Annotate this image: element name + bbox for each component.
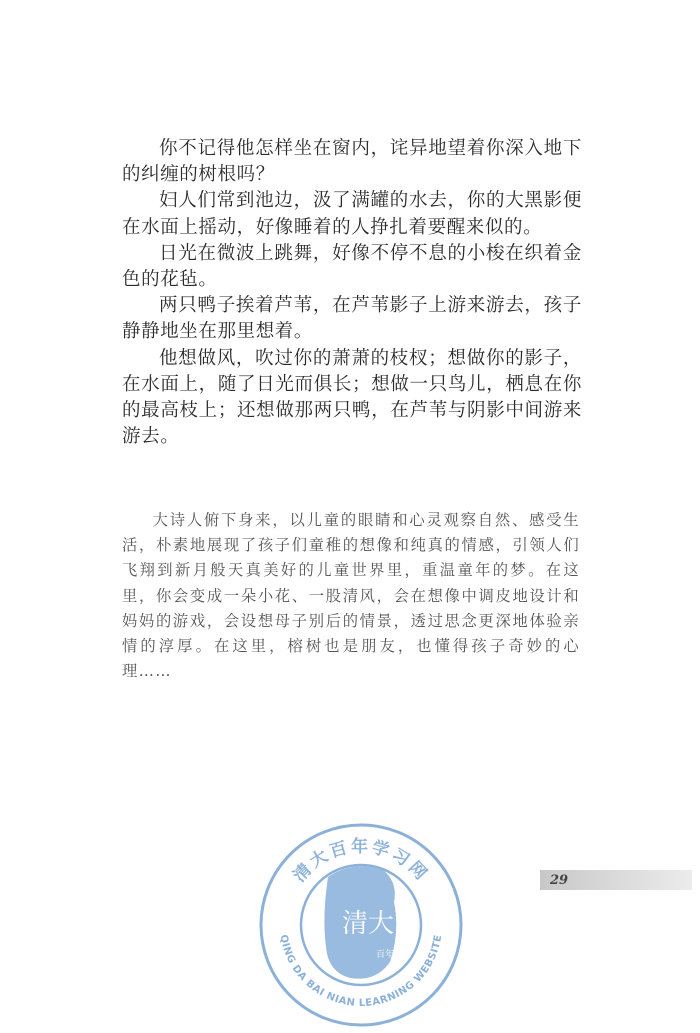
commentary-paragraph: 大诗人俯下身来，以儿童的眼睛和心灵观察自然、感受生活，朴素地展现了孩子们童稚的想像和纯真的情感，引领人们飞翔到新月般天真美好的儿童世界里，重温童年的梦。在这里，你会变成一朵小花、一股清风，会在想像中调皮地设计和妈妈的游戏，会设想母子别后的情景，透过思念更深地体验亲情的淳厚。在这里，榕树也是朋友，也懂得孩子奇妙的心理…… xyxy=(122,511,580,681)
paragraph: 你不记得他怎样坐在窗内，诧异地望着你深入地下的纠缠的树根吗？ xyxy=(122,138,582,186)
svg-text:百年: 百年 xyxy=(376,950,395,960)
watermark-stamp xyxy=(258,822,464,1028)
paragraph: 妇人们常到池边，汲了满罐的水去，你的大黑影便在水面上摇动，好像睡着的人挣扎着要醒来似的。 xyxy=(122,190,582,238)
svg-text:清大百年学习网: 清大百年学习网 xyxy=(289,837,433,887)
commentary-note xyxy=(122,508,580,684)
stamp-logo-icon xyxy=(258,822,464,1028)
svg-text:清大: 清大 xyxy=(342,909,395,939)
paragraph: 两只鸭子挨着芦苇，在芦苇影子上游来游去，孩子静静地坐在那里想着。 xyxy=(122,295,582,343)
poem-body xyxy=(122,136,582,450)
page-number: 29 xyxy=(550,872,569,888)
paragraph: 日光在微波上跳舞，好像不停不息的小梭在织着金色的花毡。 xyxy=(122,242,582,291)
paragraph: 他想做风，吹过你的萧萧的枝杈；想做你的影子，在水面上，随了日光而俱长；想做一只鸟儿，栖息在你的最高枝上；还想做那两只鸭，在芦苇与阴影中间游来游去。 xyxy=(122,347,582,448)
page-number-bar xyxy=(540,870,692,890)
svg-text:QING DA BAI NIAN LEARNING WEBS: QING DA BAI NIAN LEARNING WEBSITE xyxy=(277,933,445,1010)
